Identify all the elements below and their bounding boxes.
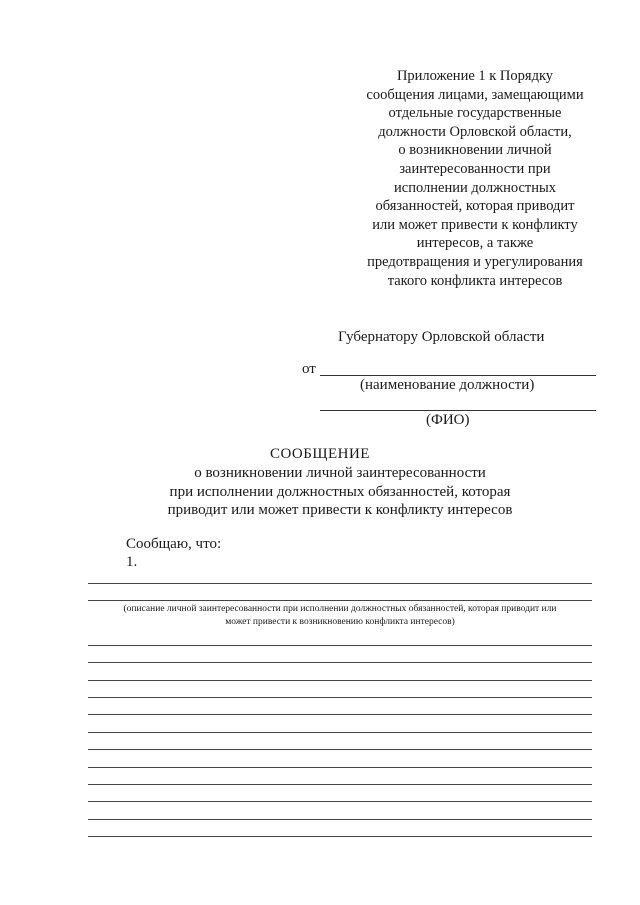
description-line[interactable] [88, 662, 592, 663]
appendix-line: должности Орловской области, [378, 123, 572, 140]
appendix-line: обязанностей, которая приводит [375, 198, 575, 215]
appendix-line: отдельные государственные [388, 105, 562, 122]
subtitle-line: при исполнении должностных обязанностей, которая [169, 483, 511, 500]
addressee: Губернатору Орловской области [338, 329, 545, 345]
appendix-line: сообщения лицами, замещающими [366, 86, 584, 103]
appendix-line: о возникновении личной [398, 142, 552, 159]
description-line[interactable] [88, 749, 592, 750]
position-field-line[interactable] [320, 375, 596, 376]
message-title: СООБЩЕНИЕ [270, 446, 370, 462]
description-line[interactable] [88, 680, 592, 681]
appendix-line: заинтересованности при [399, 160, 551, 177]
description-line[interactable] [88, 645, 592, 646]
appendix-line: такого конфликта интересов [387, 272, 563, 289]
name-caption: (ФИО) [426, 412, 470, 428]
from-label: от [302, 361, 316, 377]
position-caption: (наименование должности) [360, 377, 535, 393]
appendix-line: исполнении должностных [394, 179, 556, 196]
description-line[interactable] [88, 600, 592, 601]
description-line[interactable] [88, 801, 592, 802]
appendix-line: предотвращения и урегулирования [367, 253, 583, 270]
appendix-line: или может привести к конфликту [372, 216, 578, 233]
subtitle-line: приводит или может привести к конфликту интересов [167, 502, 513, 518]
message-subtitle [100, 464, 580, 520]
description-caption [88, 603, 592, 629]
description-line[interactable] [88, 697, 592, 698]
message-intro [126, 535, 221, 571]
description-line[interactable] [88, 583, 592, 584]
item-number: 1. [126, 554, 138, 570]
description-line[interactable] [88, 784, 592, 785]
appendix-line: Приложение 1 к Порядку [396, 68, 554, 84]
appendix-heading [355, 67, 595, 290]
description-caption-line: может привести к возникновению конфликта интересов) [225, 617, 455, 627]
subtitle-line: о возникновении личной заинтересованности [194, 465, 486, 481]
description-line[interactable] [88, 819, 592, 820]
description-line[interactable] [88, 836, 592, 837]
description-line[interactable] [88, 714, 592, 715]
description-line[interactable] [88, 767, 592, 768]
intro-text: Сообщаю, что: [126, 536, 222, 552]
appendix-line: интересов, а также [416, 235, 534, 252]
description-line[interactable] [88, 732, 592, 733]
description-caption-line: (описание личной заинтересованности при исполнении должностных обязанностей, которая приводит или [123, 604, 557, 614]
name-field-line[interactable] [320, 410, 596, 411]
